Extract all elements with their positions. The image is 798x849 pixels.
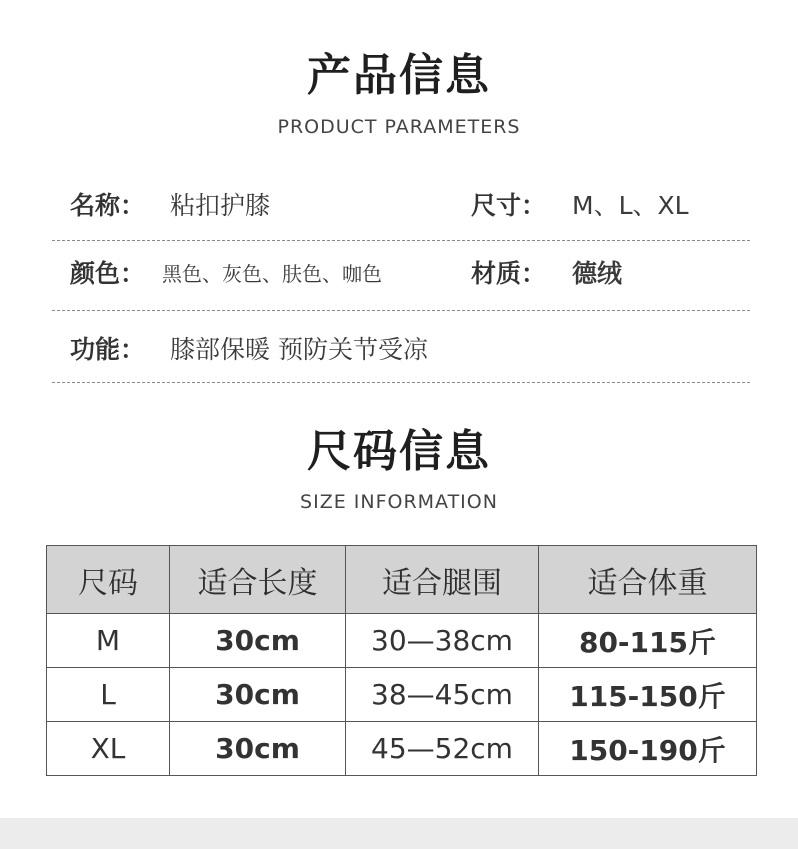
- table-row: [47, 668, 757, 722]
- column-header-leg-circumference: 适合腿围: [346, 546, 539, 614]
- size-info-title: 尺码信息: [307, 426, 491, 477]
- size-cell: XL: [47, 722, 170, 776]
- size-cell: M: [47, 614, 170, 668]
- leg-circumference-cell: 45—52cm: [346, 722, 539, 776]
- table-row: [47, 614, 757, 668]
- column-header-size: 尺码: [47, 546, 170, 614]
- product-row-function: [70, 330, 750, 370]
- leg-circumference-cell: 30—38cm: [346, 614, 539, 668]
- length-cell: 30cm: [170, 614, 346, 668]
- bottom-band: [0, 818, 798, 849]
- divider: [52, 382, 750, 383]
- product-info-subtitle: PRODUCT PARAMETERS: [277, 116, 521, 138]
- size-table-header-row: [47, 546, 757, 614]
- size-cell: L: [47, 668, 170, 722]
- weight-cell: 80-115斤: [539, 614, 757, 668]
- function-value: 膝部保暖 预防关节受凉: [170, 335, 428, 364]
- weight-cell: 150-190斤: [539, 722, 757, 776]
- product-info-title: 产品信息: [307, 50, 491, 101]
- color-value: 黑色、灰色、肤色、咖色: [162, 262, 382, 286]
- name-value: 粘扣护膝: [170, 191, 271, 220]
- product-row-name-size: [70, 186, 750, 226]
- size-table: [46, 545, 757, 776]
- color-label: 颜色：: [70, 259, 146, 288]
- column-header-length: 适合长度: [170, 546, 346, 614]
- name-label: 名称：: [70, 191, 146, 220]
- material-label: 材质：: [471, 259, 547, 288]
- divider: [52, 310, 750, 311]
- product-row-color-material: [70, 254, 750, 294]
- length-cell: 30cm: [170, 722, 346, 776]
- size-info-subtitle: SIZE INFORMATION: [300, 491, 498, 513]
- function-label: 功能：: [70, 335, 146, 364]
- leg-circumference-cell: 38—45cm: [346, 668, 539, 722]
- size-value: M、L、XL: [572, 191, 689, 220]
- column-header-weight: 适合体重: [539, 546, 757, 614]
- material-value: 德绒: [572, 259, 623, 288]
- table-row: [47, 722, 757, 776]
- divider: [52, 240, 750, 241]
- size-label: 尺寸：: [471, 191, 547, 220]
- length-cell: 30cm: [170, 668, 346, 722]
- weight-cell: 115-150斤: [539, 668, 757, 722]
